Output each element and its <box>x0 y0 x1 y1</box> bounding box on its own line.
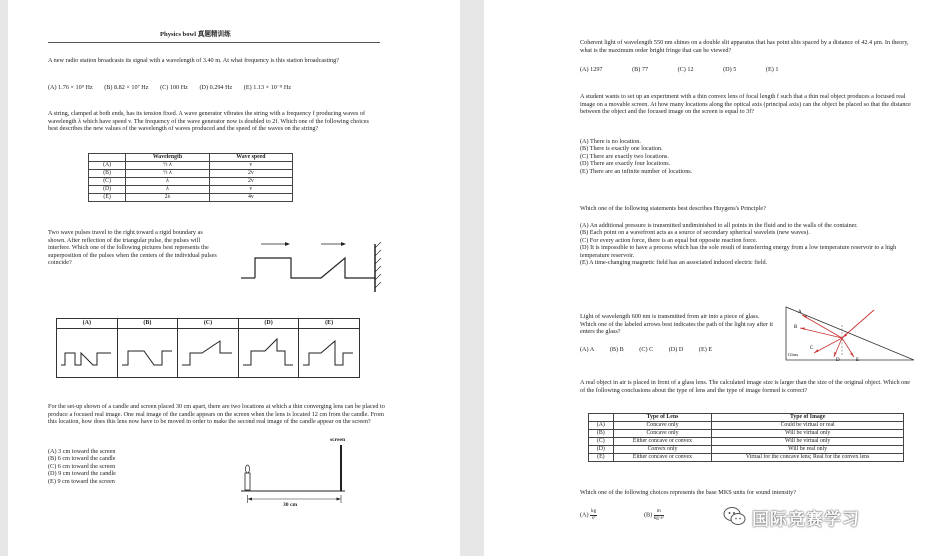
table-cell: (A) <box>89 162 126 170</box>
table-cell: (B) <box>89 170 126 178</box>
table-row <box>589 446 904 454</box>
table-cell: λ <box>126 178 210 186</box>
q10-option-b: (B) $\frac{m}{\text{kg·s²}}$ <box>644 509 664 521</box>
table-cell: ½ λ <box>126 170 210 178</box>
q4-text: For the set-up shown of a candle and screen placed 30 cm apart, there are two locations at which a thin converging lens can be placed to produce a focused real image. One real image of the candle appears on the screen when the lens is located 12 cm from the candle. From this location, how does this lens now have to be moved in order to make the second real image of the candle appear on the screen? <box>48 403 385 426</box>
q8-options <box>580 346 780 354</box>
table-cell: Will be real only <box>712 446 904 454</box>
choice-b-graph <box>118 329 176 375</box>
table-cell: Will be virtual only <box>712 438 904 446</box>
q7-options <box>580 222 914 266</box>
table-cell: (C) <box>89 178 126 186</box>
table-row <box>89 170 293 178</box>
glass-label: Glass <box>788 352 799 357</box>
q4-option: (A) 3 cm toward the screen <box>48 448 116 455</box>
table-cell: 2λ <box>126 194 210 202</box>
table-cell: Either concave or convex <box>613 454 712 462</box>
distance-label: 30 cm <box>283 502 298 508</box>
q10-text: Which one of the following choices represents the base MKS units for sound intensity? <box>580 489 797 496</box>
q7-option: (A) An additional pressure is transmitted undiminished to all points in the fluid and to the walls of the container. <box>580 222 858 229</box>
table-cell: (D) <box>89 186 126 194</box>
choice-d-graph <box>239 329 297 375</box>
table-row <box>589 454 904 462</box>
q4-option: (C) 6 cm toward the screen <box>48 462 116 470</box>
choice-a-graph <box>57 329 115 375</box>
q2-header: Wave speed <box>209 154 292 162</box>
q1-option: (D) 0.294 Hz <box>199 84 233 91</box>
q9-header: Type of Lens <box>613 414 712 422</box>
q8-option: (B) B <box>609 346 624 353</box>
q5-options <box>580 66 920 74</box>
q7-option: (C) For every action force, there is an equal but opposite reaction force. <box>580 236 758 244</box>
q5-option: (C) 12 <box>677 66 694 73</box>
q4-option: (E) 9 cm toward the screen <box>48 477 115 485</box>
page-left <box>8 0 460 556</box>
table-cell: 2v <box>209 178 292 186</box>
q4-option: (D) 9 cm toward the candle <box>48 470 116 478</box>
table-cell: Could be virtual or real <box>712 422 904 430</box>
table-row <box>589 438 904 446</box>
page-title: Physics bowl 真题精训练 <box>160 31 231 38</box>
q6-option: (C) There are exactly two locations. <box>580 152 669 160</box>
table-row <box>589 422 904 430</box>
table-cell: (E) <box>89 194 126 202</box>
table-row <box>589 430 904 438</box>
q1-option: (A) 1.76 × 10⁹ Hz <box>48 84 93 91</box>
flame-icon <box>246 465 250 473</box>
q7-option: (B) Each point on a wavefront acts as a source of secondary spherical wavelets (new waves). <box>580 229 810 237</box>
q1-text: A new radio station broadcasts its signal with a wavelength of 3.40 m. At what frequency is this station broadcasting? <box>48 57 339 64</box>
q4-options <box>48 448 168 485</box>
q7-option: (E) A time-changing magnetic field has an associated induced electric field. <box>580 259 768 267</box>
q3-choice-a: (A) <box>57 319 118 377</box>
table-cell: Concave only <box>613 430 712 438</box>
table-cell: (E) <box>589 454 614 462</box>
arrow-label-e: E <box>856 358 860 363</box>
arrow-label-b: B <box>794 325 798 330</box>
table-cell: (A) <box>589 422 614 430</box>
q8-text: Light of wavelength 600 nm is transmitted from air into a piece of glass. Which one of the labeled arrows best indicates the path of the light ray after it enters the glass? <box>580 313 773 336</box>
table-cell: Convex only <box>613 446 712 454</box>
arrow-label-a: A <box>798 310 802 315</box>
candle-screen-diagram <box>233 443 363 513</box>
q3-choice-b: (B) <box>118 319 179 377</box>
arrow-label-c: C <box>810 346 814 351</box>
table-cell: (C) <box>589 438 614 446</box>
q7-option: (D) It is impossible to have a process which has the sole result of transferring energy from a low temperature reservoir to a high temperature reservoir. <box>580 244 897 259</box>
q1-option: (B) 8.82 × 10⁷ Hz <box>104 84 149 91</box>
table-cell: (D) <box>589 446 614 454</box>
table-cell: 2v <box>209 170 292 178</box>
glass-refraction-diagram <box>784 305 916 363</box>
q3-choice-c: (C) <box>178 319 239 377</box>
q9-text: A real object in air is placed in front of a glass lens. The calculated image size is larger than the size of the original object. Which one of the following conclusions about the type of lens and the type of image formed is correct? <box>580 379 911 394</box>
q5-option: (B) 77 <box>632 66 649 73</box>
title-rule <box>48 42 380 43</box>
q9-rows <box>589 422 904 462</box>
choice-c-graph <box>178 329 236 375</box>
q6-options <box>580 138 880 175</box>
table-cell: Either concave or convex <box>613 438 712 446</box>
table-cell: Concave only <box>613 422 712 430</box>
table-cell: ½ λ <box>126 162 210 170</box>
q2-rows <box>89 162 293 202</box>
page-right <box>484 0 926 556</box>
q3-choices-table <box>56 318 360 378</box>
table-row <box>89 186 293 194</box>
table-cell: 4v <box>209 194 292 202</box>
q8-option: (C) C <box>639 346 654 353</box>
q5-text: Coherent light of wavelength 550 nm shines on a double slit apparatus that has point slits spaced by a distance of 42.4 μm. In theory, what is the maximum order bright fringe that can be viewed? <box>580 39 909 54</box>
q10-option-a: (A) $\frac{kg}{\text{s³}}$ <box>580 509 597 521</box>
q6-option: (D) There are exactly four locations. <box>580 160 671 168</box>
wechat-icon <box>722 505 748 527</box>
q4-option: (B) 6 cm toward the candle <box>48 455 116 463</box>
q7-text: Which one of the following statements best describes Huygens's Principle? <box>580 205 766 212</box>
q1-option: (C) 100 Hz <box>160 84 188 91</box>
arrow-label-d: D <box>836 358 840 363</box>
q5-option: (E) 1 <box>765 66 779 73</box>
table-row <box>89 178 293 186</box>
q2-table <box>88 153 293 202</box>
q5-option: (D) 5 <box>723 66 737 73</box>
q2-header: Wavelength <box>126 154 210 162</box>
q1-option: (E) 1.13 × 10⁻⁸ Hz <box>243 84 292 91</box>
q9-header: Type of Image <box>712 414 904 422</box>
table-cell: v <box>209 162 292 170</box>
table-row <box>89 194 293 202</box>
q9-table <box>588 413 904 462</box>
table-cell: v <box>209 186 292 194</box>
watermark-text: 国际竞赛学习 <box>752 510 860 530</box>
q1-options <box>48 84 388 92</box>
q3-choice-e: (E) <box>299 319 359 377</box>
table-cell: (B) <box>589 430 614 438</box>
table-cell: Virtual for the concave lens; Real for the convex lens <box>712 454 904 462</box>
screen-label: screen <box>330 437 346 443</box>
q6-text: A student wants to set up an experiment with a thin convex lens of focal length f such that a thin real object produces a focused real image on a movable screen. At how many locations along the optical axis (principal axis) can the object be placed so that the distance between the object and the focused image on the screen is equal to 3f? <box>580 93 911 116</box>
q6-option: (A) There is no location. <box>580 138 641 145</box>
q9-header <box>589 414 614 422</box>
q8-option: (D) D <box>668 346 684 353</box>
q8-option: (A) A <box>580 346 595 353</box>
q3-choice-d: (D) <box>239 319 300 377</box>
q3-text: Two wave pulses travel to the right toward a rigid boundary as shown. After reflection of the triangular pulse, the pulses will interfere. Which one of the following pictures best represents the superposition of the pulses when the centers of the individual pulses coincide? <box>48 229 217 267</box>
q2-text: A string, clamped at both ends, has its tension fixed. A wave generator vibrates the string with a frequency f producing waves of wavelength λ which have speed v. The frequency of the wave generator now is doubled to 2f. Which one of the following choices best describes the new values of the wavelength of waves produced and the speed of the waves on the string? <box>48 110 369 133</box>
q5-option: (A) 1297 <box>580 66 603 73</box>
table-cell: Will be virtual only <box>712 430 904 438</box>
q6-option: (B) There is exactly one location. <box>580 145 663 153</box>
candle-icon <box>245 473 250 490</box>
q2-header <box>89 154 126 162</box>
q8-option: (E) E <box>698 346 713 353</box>
table-cell: λ <box>126 186 210 194</box>
q3-pulse-diagram <box>233 230 393 300</box>
table-row <box>89 162 293 170</box>
choice-e-graph <box>299 329 357 375</box>
q6-option: (E) There are an infinite number of locations. <box>580 167 693 175</box>
